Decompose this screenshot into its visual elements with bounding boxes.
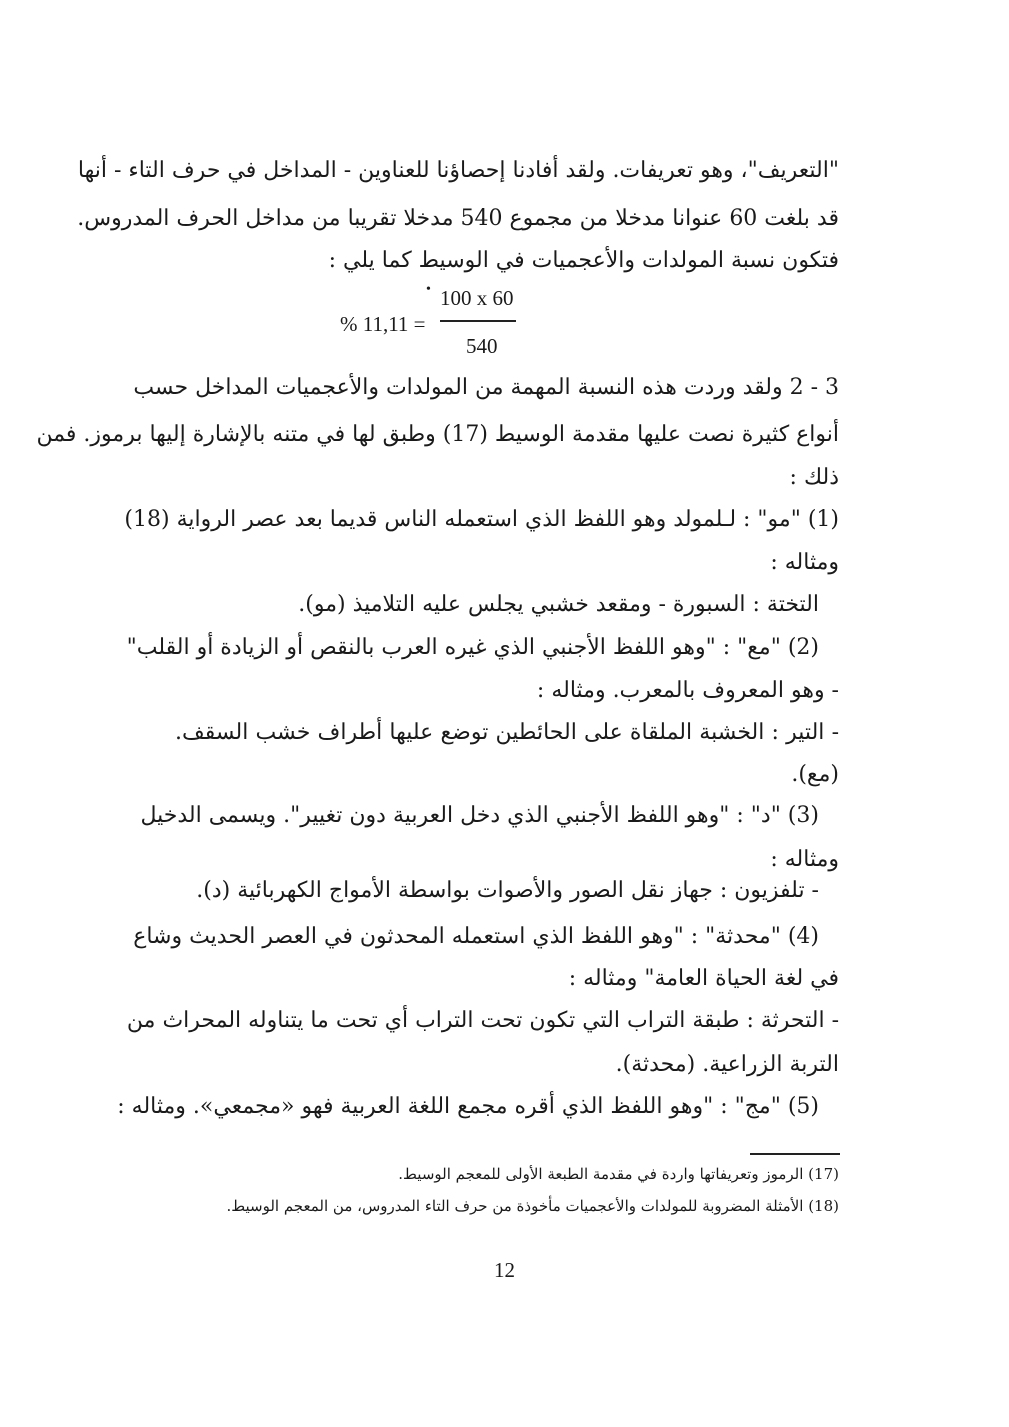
body-line-6: ذلك :	[789, 465, 839, 490]
body-line-19: - التحرثة : طبقة التراب التي تكون تحت التراب أي تحت ما يتناوله المحراث من	[126, 1008, 839, 1033]
formula-marker: •	[426, 282, 431, 297]
body-line-3: فتكون نسبة المولدات والأعجميات في الوسيط كما يلي :	[328, 248, 839, 273]
page-number: 12	[494, 1258, 515, 1282]
formula-result: % 11,11 =	[340, 312, 426, 336]
body-line-14: (3) "د" : "وهو اللفظ الأجنبي الذي دخل العربية دون تغيير". ويسمى الدخيل	[140, 803, 819, 828]
body-line-5: أنواع كثيرة نصت عليها مقدمة الوسيط (17) وطبق لها في متنه بالإشارة إليها برموز. فمن	[36, 422, 839, 447]
body-line-21: (5) "مج" : "وهو اللفظ الذي أقره مجمع اللغة العربية فهو «مجمعي». ومثاله :	[117, 1094, 819, 1119]
body-line-2: قد بلغت 60 عنوانا مدخلا من مجموع 540 مدخلا تقريبا من مداخل الحرف المدروس.	[77, 206, 839, 231]
body-line-8: ومثاله :	[770, 550, 839, 575]
body-line-16: - تلفزيون : جهاز نقل الصور والأصوات بواسطة الأمواج الكهربائية (د).	[196, 878, 819, 903]
body-line-10: (2) "مع" : "وهو اللفظ الأجنبي الذي غيره العرب بالنقص أو الزيادة أو القلب"	[126, 635, 819, 660]
body-line-13: (مع).	[791, 762, 839, 787]
body-line-1: "التعريف"، وهو تعريفات. ولقد أفادنا إحصاؤنا للعناوين - المداخل في حرف التاء - أنها	[77, 158, 839, 183]
footnote-separator	[750, 1153, 840, 1155]
fraction-bar	[440, 320, 516, 322]
formula-numerator: 100 x 60	[440, 286, 514, 310]
footnote-17: (17) الرموز وتعريفاتها واردة في مقدمة الطبعة الأولى للمعجم الوسيط.	[398, 1165, 839, 1183]
body-line-11: - وهو المعروف بالمعرب. ومثاله :	[536, 678, 839, 703]
body-line-7: (1) "مو" : لـلمولد وهو اللفظ الذي استعمله الناس قديما بعد عصر الرواية (18)	[124, 507, 839, 532]
body-line-17: (4) "محدثة" : "وهو اللفظ الذي استعمله المحدثون في العصر الحديث وشاع	[133, 924, 819, 949]
body-line-12: - التير : الخشبة الملقاة على الحائطين توضع عليها أطراف خشب السقف.	[175, 720, 839, 745]
body-line-20: التربة الزراعية. (محدثة).	[615, 1052, 839, 1077]
body-line-15: ومثاله :	[770, 847, 839, 872]
percentage-formula	[340, 282, 540, 362]
formula-denominator: 540	[466, 334, 498, 358]
footnote-18: (18) الأمثلة المضروبة للمولدات والأعجميات مأخوذة من حرف التاء المدروس، من المعجم الوسيط.	[226, 1197, 839, 1215]
body-line-9: التختة : السبورة - ومقعد خشبي يجلس عليه التلاميذ (مو).	[298, 592, 819, 617]
body-line-4: 3 - 2 ولقد وردت هذه النسبة المهمة من المولدات والأعجميات المداخل حسب	[133, 375, 839, 400]
body-line-18: في لغة الحياة العامة" ومثاله :	[568, 966, 839, 991]
